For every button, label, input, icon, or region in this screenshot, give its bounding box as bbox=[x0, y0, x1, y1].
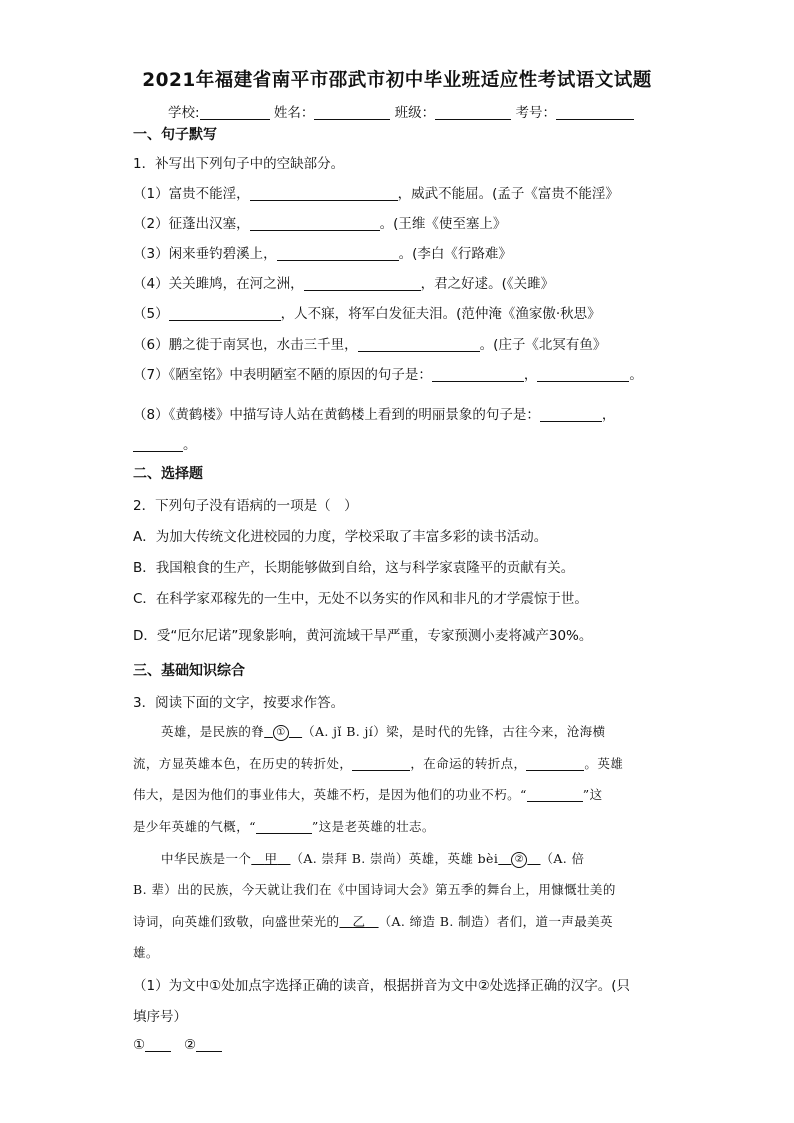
item-text: 。 bbox=[629, 367, 643, 383]
circled-number: ① bbox=[273, 725, 289, 741]
number-blank[interactable] bbox=[556, 105, 634, 120]
item-text: （3）闲来垂钓碧溪上， bbox=[133, 246, 277, 262]
school-blank[interactable] bbox=[200, 105, 270, 120]
fill-item bbox=[133, 302, 601, 322]
blank-jia[interactable] bbox=[251, 851, 290, 866]
passage-line bbox=[161, 849, 584, 868]
answer-blank[interactable] bbox=[527, 787, 583, 802]
class-label: 班级： bbox=[394, 105, 436, 121]
circled-number: ② bbox=[511, 852, 527, 868]
item-text: （7）《陋室铭》中表明陋室不陋的原因的句子是： bbox=[133, 367, 432, 383]
passage-line bbox=[161, 722, 605, 741]
answer-blank[interactable] bbox=[145, 1037, 171, 1052]
item-text: 。 bbox=[183, 437, 197, 453]
answer-blank[interactable] bbox=[352, 756, 410, 771]
fill-item bbox=[133, 242, 512, 262]
number-label: 考号： bbox=[515, 105, 556, 121]
student-info-row bbox=[168, 101, 634, 121]
name-blank[interactable] bbox=[314, 105, 390, 120]
class-blank[interactable] bbox=[435, 105, 511, 120]
passage-text: 伟大，是因为他们的事业伟大，英雄不朽，是因为他们的功业不朽。“ bbox=[133, 787, 527, 802]
answer-blank[interactable] bbox=[256, 819, 312, 834]
passage-text: 。英雄 bbox=[584, 756, 624, 771]
item-text: （8）《黄鹤楼》中描写诗人站在黄鹤楼上看到的明丽景象的句子是： bbox=[133, 407, 540, 423]
passage-text: 中华民族是一个 bbox=[161, 851, 252, 866]
item-text: ， bbox=[523, 367, 538, 383]
answer-blank[interactable] bbox=[196, 1037, 222, 1052]
answer-blank[interactable] bbox=[432, 367, 524, 382]
item-text: 。(李白《行路难》 bbox=[398, 246, 512, 262]
page-title: 2021年福建省南平市邵武市初中毕业班适应性考试语文试题 bbox=[142, 70, 652, 91]
passage-line bbox=[133, 817, 435, 835]
passage-text: 流，方显英雄本色，在历史的转折处， bbox=[133, 756, 353, 771]
section-heading: 二、选择题 bbox=[133, 466, 203, 482]
question-stem: 3．阅读下面的文字，按要求作答。 bbox=[133, 695, 345, 711]
option-b[interactable]: B．我国粮食的生产，长期能够做到自给，这与科学家袁隆平的贡献有关。 bbox=[133, 560, 575, 576]
fill-item bbox=[133, 403, 615, 423]
option-a[interactable]: A．为加大传统文化进校园的力度，学校采取了丰富多彩的读书活动。 bbox=[133, 529, 548, 545]
sub-question: （1）为文中①处加点字选择正确的读音，根据拼音为文中②处选择正确的汉字。(只 bbox=[133, 978, 631, 994]
answer-blank[interactable] bbox=[250, 216, 380, 231]
blank-mark-1[interactable] bbox=[264, 724, 302, 739]
answer-row bbox=[133, 1037, 222, 1053]
passage-text: （A. 崇拜 B. 崇尚）英雄，英雄 bèi bbox=[290, 851, 499, 866]
fill-item bbox=[133, 272, 554, 292]
passage-text: ，在命运的转折点， bbox=[410, 756, 527, 771]
item-text: ，君之好逑。(《关雎》 bbox=[420, 276, 555, 292]
answer-blank[interactable] bbox=[526, 756, 584, 771]
item-text: （1）富贵不能淫， bbox=[133, 186, 250, 202]
passage-line bbox=[133, 912, 613, 930]
item-text: ，威武不能屈。(孟子《富贵不能淫》 bbox=[397, 186, 619, 202]
passage-line: B. 辈）出的民族，今天就让我们在《中国诗词大会》第五季的舞台上，用慷慨壮美的 bbox=[133, 882, 616, 897]
passage-text: （A. 倍 bbox=[540, 851, 585, 866]
fill-item-continued bbox=[133, 433, 197, 453]
item-text: （2）征蓬出汉塞， bbox=[133, 216, 250, 232]
passage-text: （A. jǐ B. jí）梁，是时代的先锋，古往今来，沧海横 bbox=[302, 724, 606, 739]
option-c[interactable]: C．在科学家邓稼先的一生中，无处不以务实的作风和非凡的才学震惊于世。 bbox=[133, 591, 588, 607]
section-heading: 一、句子默写 bbox=[133, 127, 217, 143]
question-stem: 2．下列句子没有语病的一项是（ ） bbox=[133, 498, 358, 514]
passage-line bbox=[133, 785, 603, 803]
item-text: 。(庄子《北冥有鱼》 bbox=[479, 337, 607, 353]
answer-blank[interactable] bbox=[133, 437, 183, 452]
section-heading: 三、基础知识综合 bbox=[133, 663, 245, 679]
sub-question: 填序号） bbox=[133, 1009, 187, 1025]
answer-blank[interactable] bbox=[358, 337, 480, 352]
passage-text: 英雄，是民族的脊 bbox=[161, 724, 265, 739]
blank-label: 乙 bbox=[352, 914, 366, 929]
question-stem: 1．补写出下列句子中的空缺部分。 bbox=[133, 156, 345, 172]
fill-item bbox=[133, 333, 606, 353]
passage-line bbox=[133, 754, 623, 772]
item-text: （4）关关雎鸠，在河之洲， bbox=[133, 276, 304, 292]
fill-item bbox=[133, 363, 643, 383]
answer-blank[interactable] bbox=[169, 306, 281, 321]
answer-label: ② bbox=[183, 1037, 197, 1053]
item-text: ， bbox=[601, 407, 616, 423]
blank-label: 甲 bbox=[264, 851, 278, 866]
answer-blank[interactable] bbox=[540, 407, 602, 422]
answer-blank[interactable] bbox=[537, 367, 629, 382]
answer-blank[interactable] bbox=[304, 276, 421, 291]
passage-text: 诗词，向英雄们致敬，向盛世荣光的 bbox=[133, 914, 340, 929]
item-text: ，人不寐，将军白发征夫泪。(范仲淹《渔家傲·秋思》 bbox=[280, 306, 601, 322]
passage-line: 雄。 bbox=[133, 945, 159, 960]
answer-blank[interactable] bbox=[277, 246, 399, 261]
passage-text: ”这 bbox=[582, 787, 603, 802]
option-d[interactable]: D．受“厄尔尼诺”现象影响，黄河流域干旱严重，专家预测小麦将减产30%。 bbox=[133, 628, 593, 644]
blank-mark-2[interactable] bbox=[498, 851, 540, 866]
item-text: （5） bbox=[133, 306, 169, 322]
passage-text: ”这是老英雄的壮志。 bbox=[311, 819, 435, 834]
answer-blank[interactable] bbox=[250, 186, 398, 201]
name-label: 姓名： bbox=[273, 105, 315, 121]
fill-item bbox=[133, 182, 619, 202]
school-label: 学校: bbox=[168, 105, 200, 121]
fill-item bbox=[133, 212, 506, 232]
blank-yi[interactable] bbox=[339, 914, 378, 929]
item-text: （6）鹏之徙于南冥也，水击三千里， bbox=[133, 337, 358, 353]
passage-text: （A. 缔造 B. 制造）者们，道一声最美英 bbox=[378, 914, 613, 929]
answer-label: ① bbox=[133, 1037, 146, 1053]
passage-text: 是少年英雄的气概，“ bbox=[133, 819, 256, 834]
item-text: 。(王维《使至塞上》 bbox=[379, 216, 507, 232]
